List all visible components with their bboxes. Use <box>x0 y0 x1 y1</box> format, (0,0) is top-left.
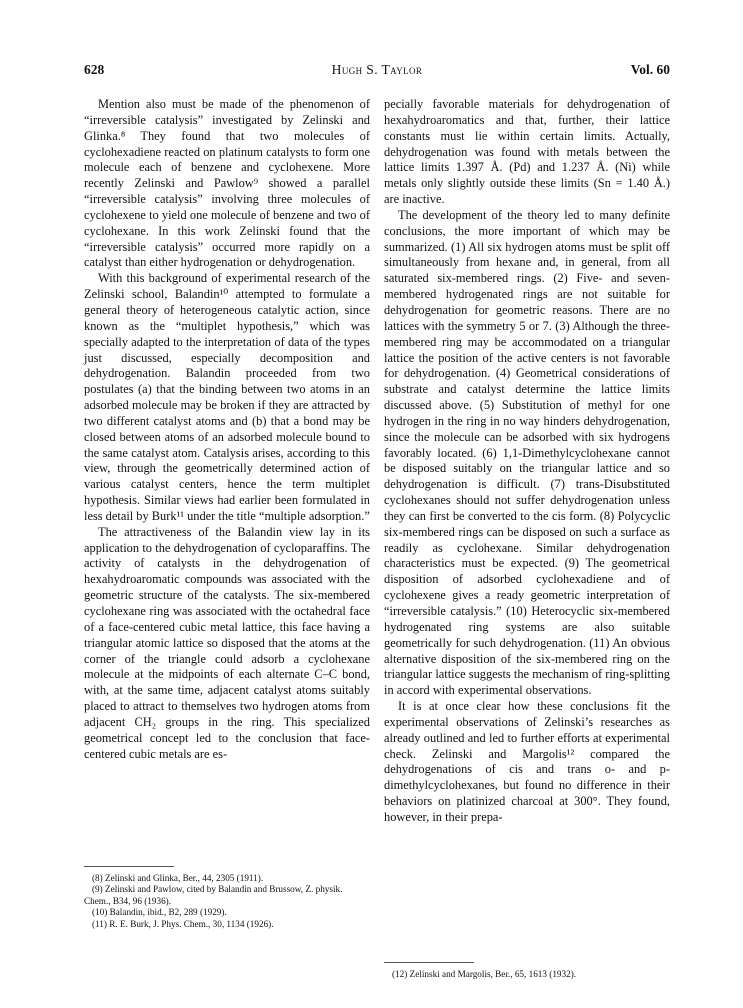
footnotes-left <box>84 873 370 930</box>
paragraph: The attractiveness of the Balandin view lay in its application to the dehydrogenation of cycloparaffins. The activity of catalysts in the dehydrogenation of hexahydroaromatic compounds was associated with the geometric structure of the catalysts. The six-membered cyclohexane ring was associated with the octahedral face of a face-centered cubic metal lattice, this face having a triangular atomic lattice so disposed that the atoms at the corner of the triangle could adsorb a cyclohexane molecule at the midpoints of each alternate C–C bond, with, at the same time, adjacent catalyst atoms suitably placed to attract to themselves two hydrogen atoms from adjacent CH₂ groups in the ring. This specialized geometrical concept led to the conclusion that face-centered cubic metals are es- <box>84 524 370 761</box>
left-column <box>84 97 370 762</box>
page-number: 628 <box>84 62 105 77</box>
footnote-divider <box>384 962 474 963</box>
footnote: (12) Zelinski and Margolis, Ber., 65, 1613 (1932). <box>392 969 577 979</box>
running-header <box>84 60 670 82</box>
footnote: (11) R. E. Burk, J. Phys. Chem., 30, 1134 (1926). <box>92 918 274 929</box>
volume-label: Vol. 60 <box>630 62 670 77</box>
footnote: (8) Zelinski and Glinka, Ber., 44, 2305 (1911). <box>92 873 264 883</box>
paragraph: With this background of experimental research of the Zelinski school, Balandin¹⁰ attempted to formulate a general theory of heterogeneous catalytic action, since known as the “multiplet hypothesis,” which was specially adapted to the interpretation of data of the types just discussed, especially decomposition and dehydrogenation. Balandin proceeded from two postulates (a) that the binding between two atoms in an adsorbed molecule may be broken if they are attracted by two different catalyst atoms and (b) that a bond may be closed between atoms of an adsorbed molecule bound to the same catalyst atom. Catalysis arises, according to this view, through the geometrically determined action of various catalyst centers, hence the term multiplet hypothesis. Similar views had earlier been formulated in less detail by Burk¹¹ under the title “multiple adsorption.” <box>84 271 370 523</box>
footnote: (9) Zelinski and Pawlow, cited by Balandin and Brussow, Z. physik. Chem., B34, 96 (1936). <box>84 884 343 906</box>
paragraph: pecially favorable materials for dehydrogenation of hexahydroaromatics and that, further, their lattice constants must lie within certain limits. Actually, dehydrogenation was found with metals between the lattice limits 1.397 Å. (Pd) and 1.237 Å. (Ni) while metals only slightly outside these limits (Sn = 1.40 Å.) are inactive. <box>384 97 670 207</box>
right-column <box>384 97 670 826</box>
footnotes-right <box>384 969 670 980</box>
running-author: Hugh S. Taylor <box>331 62 423 77</box>
paragraph: Mention also must be made of the phenomenon of “irreversible catalysis” investigated by Zelinski and Glinka.⁸ They found that two molecules of cyclohexadiene reacted on platinum catalysts to form one molecule each of benzene and cyclohexene. More recently Zelinski and Pawlow⁹ showed a parallel “irreversible catalysis” involving three molecules of cyclohexene to yield one molecule of benzene and two of cyclohexane. In this work Zelinski found that the “irreversible catalysis” occurred more rapidly on a catalyst than either hydrogenation or dehydrogenation. <box>84 97 370 270</box>
footnote: (10) Balandin, ibid., B2, 289 (1929). <box>92 907 227 918</box>
paragraph: It is at once clear how these conclusions fit the experimental observations of Zelinski’s researches as already outlined and led to further efforts at experimental check. Zelinski and Margolis¹² compared the dehydrogenations of cis and trans o- and p-dimethylcyclohexanes, but found no difference in their behaviors on platinized charcoal at 300°. They found, however, in their prepa- <box>384 699 670 824</box>
paragraph: The development of the theory led to many definite conclusions, the more important of which may be summarized. (1) All six hydrogen atoms must be split off simultaneously from hexane and, in general, from all saturated six-membered rings. (2) Five- and seven-membered hydrogenated rings are not suitable for dehydrogenation for geometric reasons. There are no lattices with the symmetry 5 or 7. (3) Although the three-membered ring may be accommodated on a triangular lattice the position of the active centers is not favorable for dehydrogenation. (4) Geometrical considerations of substrate and catalyst determine the lattice limits discussed above. (5) Substitution of methyl for one hydrogen in the ring in no way hinders dehydrogenation, since the molecule can be adsorbed with six hydrogens favorably located. (6) 1,1-Dimethylcyclohexane cannot be disposed suitably on the triangular lattice and so dehydrogenation is difficult. (7) trans-Disubstituted cyclohexanes should not suffer dehydrogenation unless they can first be converted to the cis form. (8) Polycyclic six-membered rings can be disposed on such a surface as readily as cyclohexane. Similar dehydrogenation characteristics must be expected. (9) The geometrical disposition of adsorbed cyclohexadiene and of cyclohexene gives a ready geometric interpretation of “irreversible catalysis.” (10) Heterocyclic six-membered hydrogenated ring systems are also suitable geometrically for such dehydrogenation. (11) An obvious alternative disposition of the six-membered ring on the triangular lattice suggests the mechanism of ring-splitting in accord with experimental observations. <box>384 207 670 698</box>
footnote-divider <box>84 866 174 867</box>
